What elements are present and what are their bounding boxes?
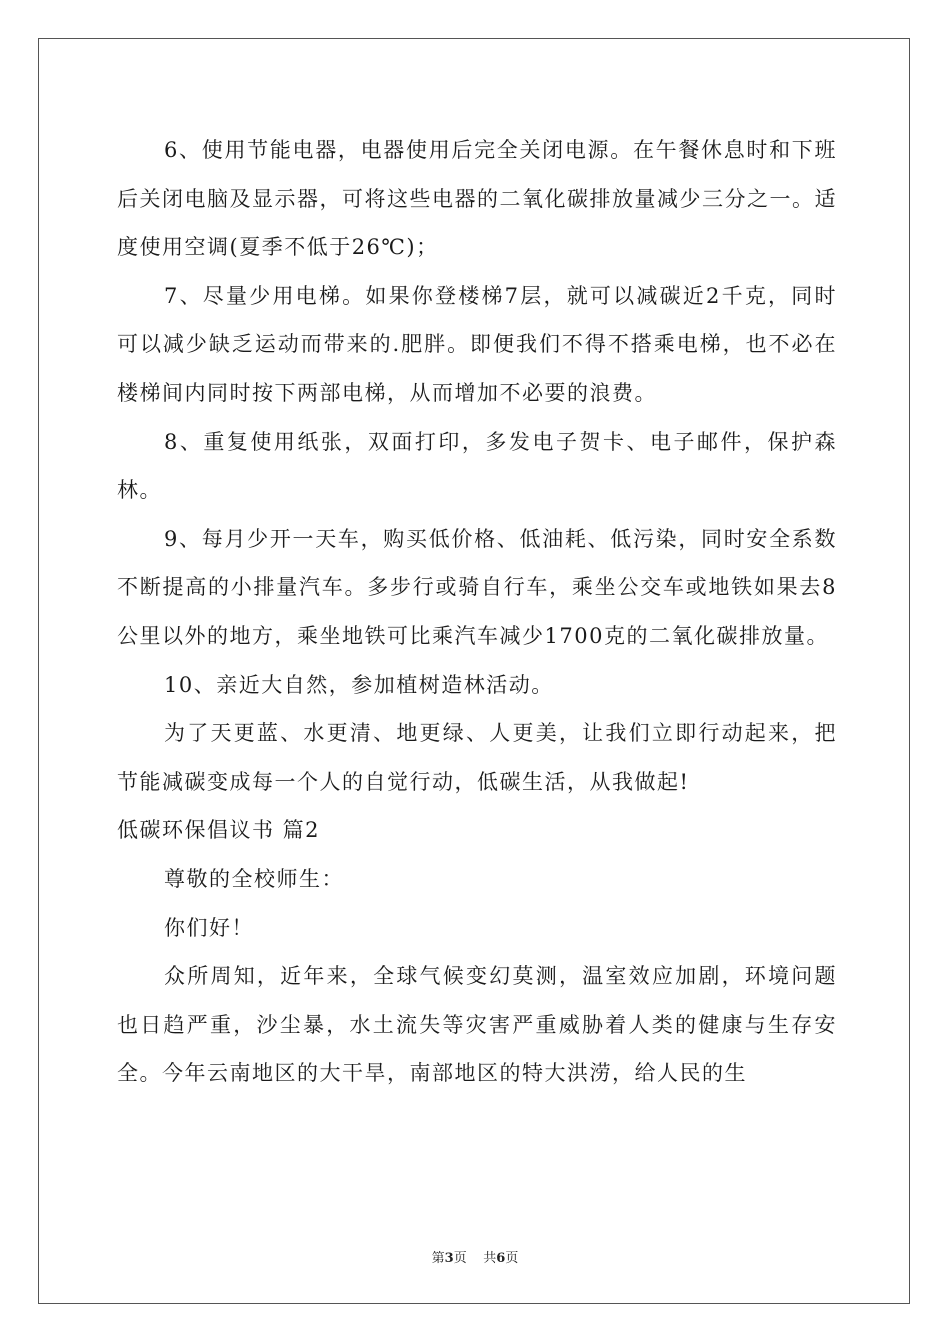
paragraph-item-8: 8、重复使用纸张，双面打印，多发电子贺卡、电子邮件，保护森林。 (117, 429, 837, 503)
footer-total-prefix: 共 (483, 1251, 497, 1266)
paragraph-item-9: 9、每月少开一天车，购买低价格、低油耗、低污染，同时安全系数不断提高的小排量汽车。多步行或骑自行车，乘坐公交车或地铁如果去8公里以外的地方，乘坐地铁可比乘汽车减少1700克的二氧化碳排放量。 (117, 526, 837, 648)
document-body (117, 126, 837, 1098)
footer-page-current: 3 (444, 1251, 454, 1266)
paragraph-item-7: 7、尽量少用电梯。如果你登楼梯7层，就可以减碳近2千克，同时可以减少缺乏运动而带来的.肥胖。即便我们不得不搭乘电梯，也不必在楼梯间内同时按下两部电梯，从而增加不必要的浪费。 (117, 283, 837, 405)
footer-page-suffix: 页 (453, 1251, 467, 1266)
salutation: 尊敬的全校师生： (164, 866, 344, 891)
greeting: 你们好！ (164, 915, 254, 940)
body-paragraph: 众所周知，近年来，全球气候变幻莫测，温室效应加剧，环境问题也日趋严重，沙尘暴，水土流失等灾害严重威胁着人类的健康与生存安全。今年云南地区的大干旱，南部地区的特大洪涝，给人民的生 (117, 964, 837, 1086)
footer-total-suffix: 页 (505, 1251, 519, 1266)
section-heading: 低碳环保倡议书 篇2 (117, 818, 321, 843)
footer-page-total: 6 (496, 1251, 506, 1266)
page-footer (0, 1247, 950, 1266)
paragraph-item-10: 10、亲近大自然，参加植树造林活动。 (164, 672, 554, 697)
paragraph-item-6: 6、使用节能电器，电器使用后完全关闭电源。在午餐休息时和下班后关闭电脑及显示器，可将这些电器的二氧化碳排放量减少三分之一。适度使用空调(夏季不低于26℃)； (117, 138, 837, 260)
paragraph-closing: 为了天更蓝、水更清、地更绿、人更美，让我们立即行动起来，把节能减碳变成每一个人的自觉行动，低碳生活，从我做起! (117, 721, 837, 794)
footer-page-prefix: 第 (431, 1251, 445, 1266)
